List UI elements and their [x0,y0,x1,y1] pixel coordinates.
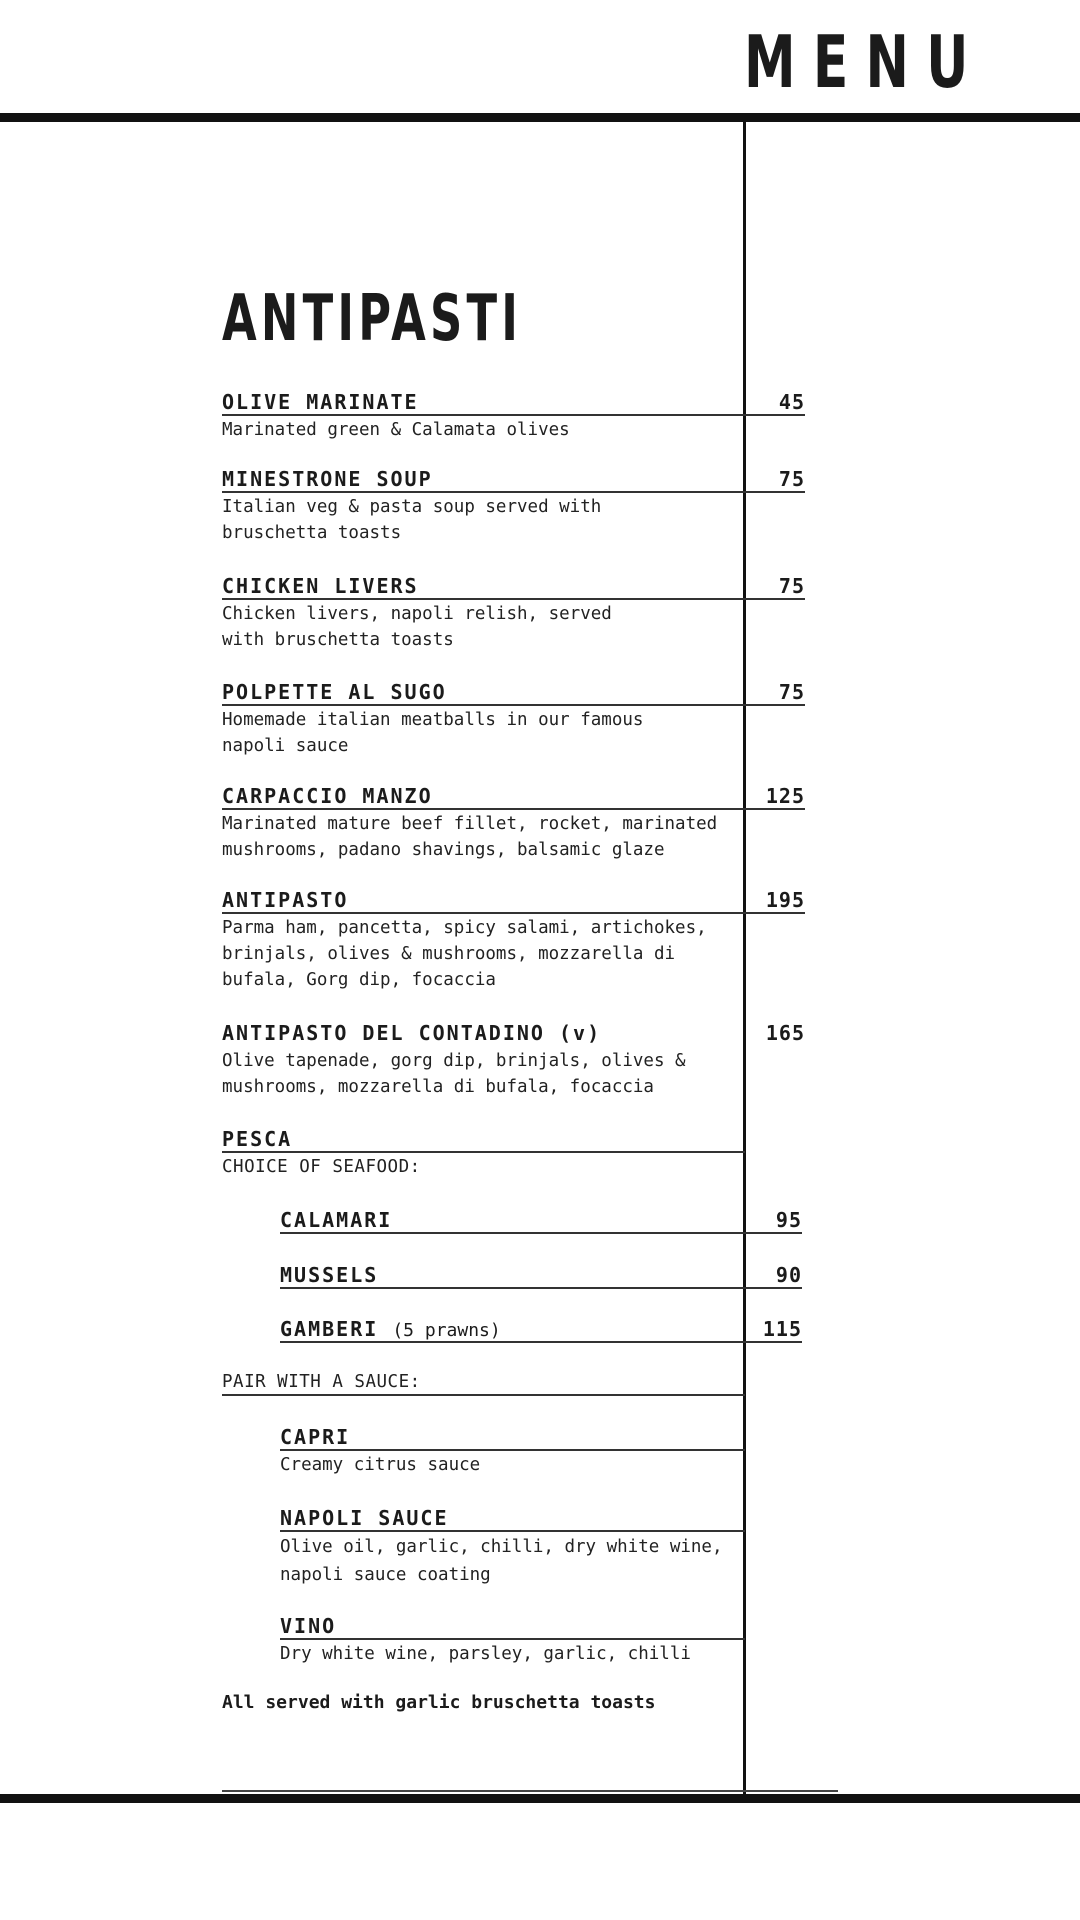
sauce-capri [280,1425,745,1478]
choice-of-seafood-label: CHOICE OF SEAFOOD: [222,1157,421,1177]
footer-note: All served with garlic bruschetta toasts [222,1692,656,1713]
seafood-calamari [280,1208,802,1232]
menu-item-antipasto-del-contadino [222,1021,805,1100]
item-price: 75 [778,467,805,491]
item-note: (5 prawns) [392,1320,501,1341]
item-underline [280,1341,802,1343]
menu-item-polpette-al-sugo [222,680,805,759]
item-underline [222,491,805,493]
item-underline [222,704,805,706]
item-underline [280,1449,745,1451]
menu-item-chicken-livers [222,574,805,653]
item-underline [280,1530,745,1532]
item-description: with bruschetta toasts [222,630,454,650]
item-price: 90 [775,1263,802,1287]
sauce-napoli [280,1506,745,1589]
item-description: napoli sauce coating [280,1565,491,1585]
item-name: MUSSELS [280,1263,379,1287]
item-description: Dry white wine, parsley, garlic, chilli [280,1644,691,1664]
item-name: CAPRI [280,1425,351,1449]
menu-item-pesca [222,1127,745,1180]
item-description: Homemade italian meatballs in our famous [222,710,644,730]
item-price: 195 [765,888,805,912]
item-underline [280,1638,745,1640]
item-description: Chicken livers, napoli relish, served [222,604,612,624]
item-description: Creamy citrus sauce [280,1455,481,1475]
item-name: CHICKEN LIVERS [222,574,419,598]
item-name: MINESTRONE SOUP [222,467,433,491]
item-underline [222,912,805,914]
item-price: 75 [778,574,805,598]
item-name: CALAMARI [280,1208,393,1232]
sauce-vino [280,1614,745,1667]
menu-title: MENU [744,20,986,104]
section-heading: ANTIPASTI [222,282,523,356]
item-description: napoli sauce [222,736,349,756]
item-name: CARPACCIO MANZO [222,784,433,808]
item-underline [222,1151,745,1153]
pair-with-sauce [222,1370,745,1394]
item-name: ANTIPASTO DEL CONTADINO (v) [222,1021,602,1045]
item-price: 95 [775,1208,802,1232]
item-description: bufala, Gorg dip, focaccia [222,970,496,990]
item-name-row [280,1317,802,1341]
item-description: brinjals, olives & mushrooms, mozzarella di [222,944,676,964]
item-price: 125 [765,784,805,808]
item-description: Olive tapenade, gorg dip, brinjals, olives & [222,1051,686,1071]
menu-item-olive-marinate [222,390,805,443]
item-description: Marinated mature beef fillet, rocket, marinated [222,814,718,834]
menu-item-minestrone-soup [222,467,805,546]
menu-item-antipasto [222,888,805,993]
bottom-rule [0,1794,1080,1803]
item-underline [280,1287,802,1289]
item-price: 115 [762,1317,802,1341]
item-description: Marinated green & Calamata olives [222,420,570,440]
seafood-mussels [280,1263,802,1287]
item-name: POLPETTE AL SUGO [222,680,447,704]
item-price: 165 [765,1021,805,1045]
pair-with-sauce-label: PAIR WITH A SAUCE: [222,1372,421,1392]
item-name: GAMBERI [280,1317,379,1341]
item-price: 45 [778,390,805,414]
item-description: mushrooms, padano shavings, balsamic glaze [222,840,665,860]
item-name: VINO [280,1614,337,1638]
item-underline [280,1232,802,1234]
menu-item-carpaccio-manzo [222,784,805,863]
item-description: mushrooms, mozzarella di bufala, focaccia [222,1077,654,1097]
item-underline [222,808,805,810]
item-name: ANTIPASTO [222,888,349,912]
item-description: bruschetta toasts [222,523,402,543]
bottom-thin-rule [222,1790,838,1792]
item-name: PESCA [222,1127,293,1151]
item-description: Parma ham, pancetta, spicy salami, artichokes, [222,918,707,938]
item-description: Italian veg & pasta soup served with [222,497,602,517]
item-underline [222,598,805,600]
item-name: NAPOLI SAUCE [280,1506,449,1530]
item-underline [222,1394,745,1396]
top-rule [0,113,1080,122]
item-description: Olive oil, garlic, chilli, dry white wine, [280,1537,723,1557]
item-name: OLIVE MARINATE [222,390,419,414]
item-underline [222,414,805,416]
seafood-gamberi [280,1317,802,1341]
item-price: 75 [778,680,805,704]
